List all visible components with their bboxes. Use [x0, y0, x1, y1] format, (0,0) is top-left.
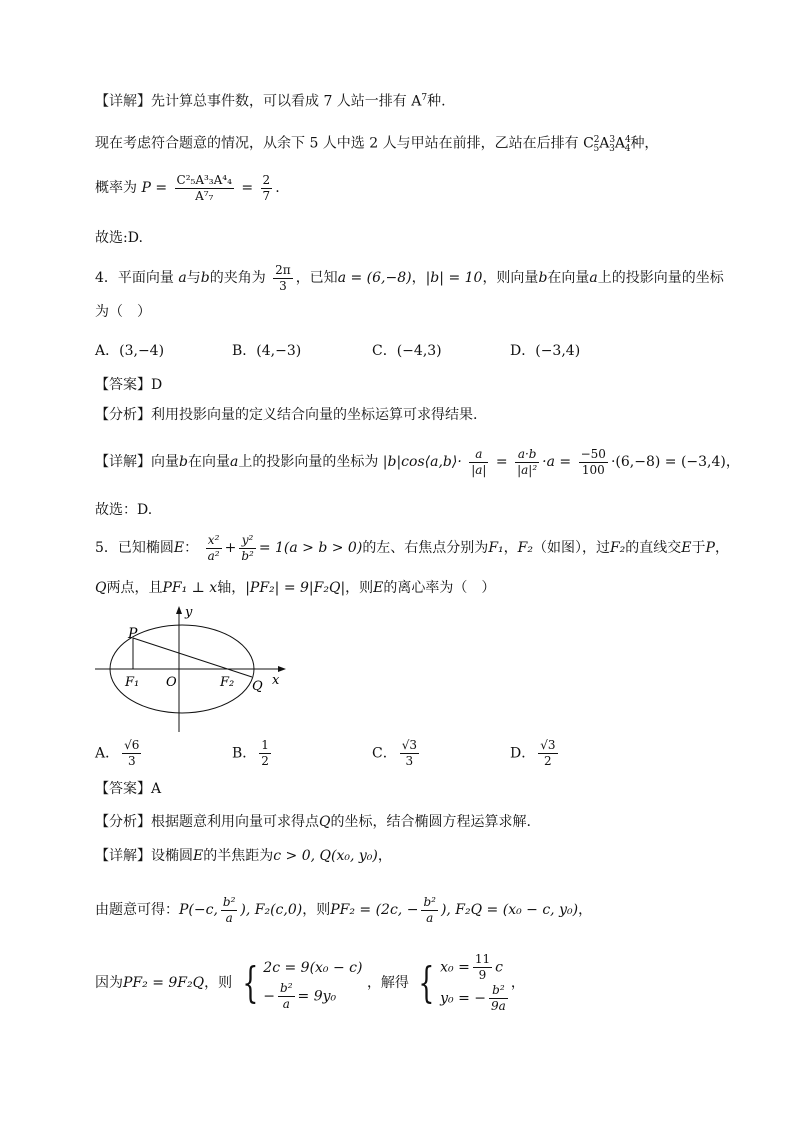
numerator: x² [206, 533, 222, 549]
denominator: 3 [127, 754, 136, 768]
answer-value: D [151, 377, 163, 393]
sup: 4 [624, 135, 631, 145]
denominator: 3 [405, 754, 414, 768]
option-value: (3,−4) [119, 343, 165, 359]
q5-stem-line-2 [95, 578, 495, 598]
math: |b| = 10 [425, 270, 483, 286]
q5-option-c[interactable] [372, 738, 422, 769]
fraction [489, 983, 508, 1014]
numerator: b² [222, 894, 236, 909]
math: a [178, 270, 187, 286]
text: 概率为 [95, 180, 137, 196]
text: 在向量 [547, 270, 590, 286]
equation-system-2 [440, 952, 511, 1014]
analysis-text: 利用投影向量的定义结合向量的坐标运算可求得结果. [151, 407, 478, 423]
denominator: 2 [261, 754, 269, 768]
sup: 7 [421, 93, 428, 103]
math: |b|cos⟨a,b⟩· [382, 454, 462, 470]
text: ，已知 [295, 270, 338, 286]
fraction [206, 533, 222, 564]
math: ), F₂Q = (x₀ − c, y₀) [440, 902, 579, 918]
math: PF₂ = (2c, − [330, 902, 419, 918]
math: E [681, 540, 692, 556]
math: Q [319, 814, 331, 830]
fraction [421, 895, 438, 926]
label-F1: F₁ [125, 675, 140, 690]
text: 在向量 [187, 454, 230, 470]
numerator: C²₅A³₃A⁴₄ [176, 172, 232, 187]
math: PF₁ ⊥ x [162, 580, 218, 596]
text: 向量 [151, 454, 179, 470]
text: ，则 [204, 975, 233, 991]
detail-tag: 【详解】 [95, 93, 151, 110]
option-value: (4,−3) [256, 343, 302, 359]
question-number: 4． [95, 270, 118, 286]
text: （如图），过 [532, 540, 610, 556]
left-brace: { [418, 958, 435, 1007]
q4-choose: 故选：D. [95, 502, 153, 518]
text: 的直线交 [625, 540, 682, 556]
text: 上的投影向量的坐标为 [238, 454, 379, 470]
q4-option-a[interactable] [95, 340, 164, 360]
detail-line-2 [95, 130, 658, 159]
analysis-tag: 【分析】 [95, 814, 151, 830]
math: E [193, 848, 204, 864]
math: a [589, 270, 598, 286]
denominator: a [225, 910, 233, 925]
fraction [473, 952, 492, 983]
math: − [263, 988, 276, 1004]
q4-stem-line-2: 为（ ） [95, 304, 151, 320]
numerator: b² [423, 894, 436, 909]
option-label: C． [372, 745, 397, 762]
fraction [400, 738, 419, 769]
result: ·(6,−8) = (−3,4) [610, 454, 726, 470]
detail-line-1 [95, 88, 446, 112]
q5-option-b[interactable] [232, 738, 274, 769]
numerator: b² [280, 980, 293, 995]
q5-answer [95, 779, 161, 799]
math: E [373, 580, 384, 596]
text: . [275, 180, 280, 196]
label-x: x [272, 673, 280, 688]
fraction [579, 447, 608, 478]
denominator: b² [241, 548, 254, 563]
equation-system-1 [263, 955, 362, 1012]
y-axis-arrow [176, 606, 182, 614]
text: ， [510, 975, 525, 991]
x-axis-arrow [278, 666, 286, 672]
text: 两点，且 [106, 580, 163, 596]
denominator: 7 [262, 188, 271, 203]
text: ， [411, 270, 426, 286]
option-label: D． [510, 343, 536, 359]
q5-option-a[interactable] [95, 738, 144, 769]
answer-value: A [151, 781, 162, 797]
detail-text: 现在考虑符合题意的情况，从余下 5 人中选 2 人与甲站在前排，乙站在后排有 C [95, 135, 594, 152]
option-label: C． [372, 343, 397, 359]
q5-option-d[interactable] [510, 738, 561, 769]
fraction [261, 173, 273, 204]
ellipse-figure [90, 604, 290, 734]
denominator: a [282, 996, 290, 1011]
fraction [259, 738, 271, 769]
numerator: b² [489, 983, 508, 999]
math: x₀ = [440, 959, 470, 976]
text: 的离心率为（ ） [383, 580, 496, 596]
math: b [538, 270, 548, 286]
math: ), F₂(c,0) [240, 902, 303, 918]
math: a [229, 454, 239, 470]
text: ， [714, 540, 729, 556]
option-label: D． [510, 745, 536, 762]
math: P = [141, 180, 168, 196]
math: = 1(a > b > 0) [258, 540, 363, 556]
fraction [239, 533, 256, 564]
label-O: O [166, 675, 177, 690]
text: 于 [691, 540, 706, 556]
sup: 2 [593, 135, 600, 145]
denominator: |a|² [517, 462, 538, 477]
question-number: 5． [95, 540, 118, 556]
math: = 9y₀ [297, 988, 337, 1004]
q5-known [95, 890, 592, 930]
math: b [179, 454, 188, 470]
denominator: 2 [544, 754, 552, 768]
text: ，则 [345, 580, 374, 596]
sub: 4 [624, 144, 631, 155]
text: 的半焦距为 [203, 848, 274, 864]
q5-stem-line-1 [95, 530, 729, 566]
fraction [221, 895, 238, 926]
math: PF₂ = 9F₂Q [123, 975, 205, 991]
text: ： [184, 540, 199, 556]
option-label: A． [95, 343, 120, 359]
numerator: √6 [124, 738, 140, 752]
denominator: 9 [478, 968, 487, 982]
fraction [273, 263, 293, 294]
label-F2: F₂ [220, 675, 235, 690]
system-line [440, 952, 511, 983]
text: ，解得 [366, 975, 409, 991]
text: ，则向量 [482, 270, 539, 286]
text: ， [725, 454, 740, 470]
text: 由题意可得： [95, 902, 179, 918]
numerator: 2 [262, 172, 271, 187]
system-line [440, 983, 511, 1014]
math: b [200, 270, 210, 286]
sub: 5 [593, 144, 600, 155]
text: ， [503, 540, 518, 556]
text: A [614, 135, 625, 152]
denominator: a [426, 910, 434, 925]
plus: + [224, 540, 237, 556]
math: E [173, 540, 185, 556]
label-P: P [128, 626, 138, 642]
numerator: √3 [401, 738, 417, 752]
numerator: a [469, 447, 488, 463]
text: 上的投影向量的坐标 [597, 270, 724, 286]
q5-detail [95, 846, 392, 866]
detail-tag: 【详解】 [95, 848, 151, 864]
denominator: A⁷₇ [195, 188, 214, 203]
sub: 3 [609, 144, 615, 155]
segment-PQ [133, 638, 252, 677]
option-value: (−3,4) [535, 343, 581, 359]
text: A [599, 135, 610, 152]
math: P(−c, [179, 902, 218, 918]
denominator: |a| [471, 462, 487, 477]
text: 根据题意利用向量可求得点 [151, 814, 319, 830]
math: |PF₂| = 9|F₂Q| [245, 580, 346, 596]
numerator: 11 [474, 952, 491, 966]
fraction [515, 447, 539, 478]
fraction [175, 173, 234, 204]
text: ， [578, 902, 593, 918]
text: 平面向量 [117, 270, 174, 286]
fraction [538, 738, 557, 769]
denominator: 9a [491, 999, 506, 1013]
math: a = (6,−8) [337, 270, 412, 286]
option-label: B． [232, 343, 257, 359]
math: c > 0, Q(x₀, y₀) [273, 848, 378, 864]
math: F₂ [609, 540, 626, 556]
system-line [263, 981, 362, 1012]
answer-tag: 【答案】 [95, 377, 151, 393]
text: 与 [186, 270, 201, 286]
q4-detail [95, 440, 740, 484]
fraction [469, 447, 488, 478]
left-brace: { [241, 958, 258, 1007]
label-y: y [185, 605, 193, 620]
q4-stem-line-1 [95, 260, 724, 296]
numerator: a·b [515, 447, 539, 463]
detail-text-end: 种. [427, 93, 446, 110]
label-Q: Q [252, 679, 263, 694]
q4-answer [95, 375, 162, 395]
denominator: 100 [581, 462, 605, 477]
detail-tag: 【详解】 [95, 454, 151, 470]
denominator: a² [207, 548, 220, 563]
fraction [122, 738, 141, 769]
text: ，则 [302, 902, 331, 918]
q4-option-b[interactable] [232, 340, 301, 360]
text: 的左、右焦点分别为 [362, 540, 489, 556]
fraction [278, 981, 295, 1012]
q5-because [95, 945, 525, 1021]
text: 已知椭圆 [117, 540, 174, 556]
text: 的夹角为 [209, 270, 266, 286]
analysis-tag: 【分析】 [95, 407, 151, 423]
numerator: 1 [261, 738, 269, 752]
denominator: 3 [279, 278, 287, 293]
detail-text: 先计算总事件数，可以看成 7 人站一排有 A [151, 93, 422, 110]
q4-option-d[interactable] [510, 340, 580, 360]
text: 设椭圆 [151, 848, 193, 864]
math: P [705, 540, 715, 556]
q4-option-c[interactable] [372, 340, 442, 360]
math: c [495, 959, 503, 976]
option-label: A． [95, 745, 120, 762]
system-line: 2c = 9(x₀ − c) [263, 959, 363, 976]
numerator: 2π [275, 262, 291, 277]
text: 的坐标，结合椭圆方程运算求解. [330, 814, 531, 830]
probability-line [95, 170, 280, 206]
math: Q [95, 580, 107, 596]
numerator: y² [239, 533, 256, 549]
q5-analysis [95, 812, 531, 832]
answer-tag: 【答案】 [95, 781, 151, 797]
option-value: (−4,3) [396, 343, 442, 359]
numerator: √3 [540, 738, 556, 752]
text: ， [377, 848, 392, 864]
math: ·a = [542, 454, 572, 470]
option-label: B． [232, 745, 257, 762]
math: F₁ [488, 540, 504, 556]
numerator: −50 [580, 446, 606, 461]
equals: = [241, 180, 254, 196]
text: 轴， [217, 580, 246, 596]
choose-line: 故选:D. [95, 230, 143, 246]
math: y₀ = − [440, 990, 487, 1007]
equals: = [495, 454, 508, 470]
text: 种， [630, 135, 659, 152]
q4-analysis [95, 405, 477, 425]
text: 因为 [95, 975, 123, 991]
sup: 3 [609, 135, 616, 145]
math: F₂ [517, 540, 533, 556]
